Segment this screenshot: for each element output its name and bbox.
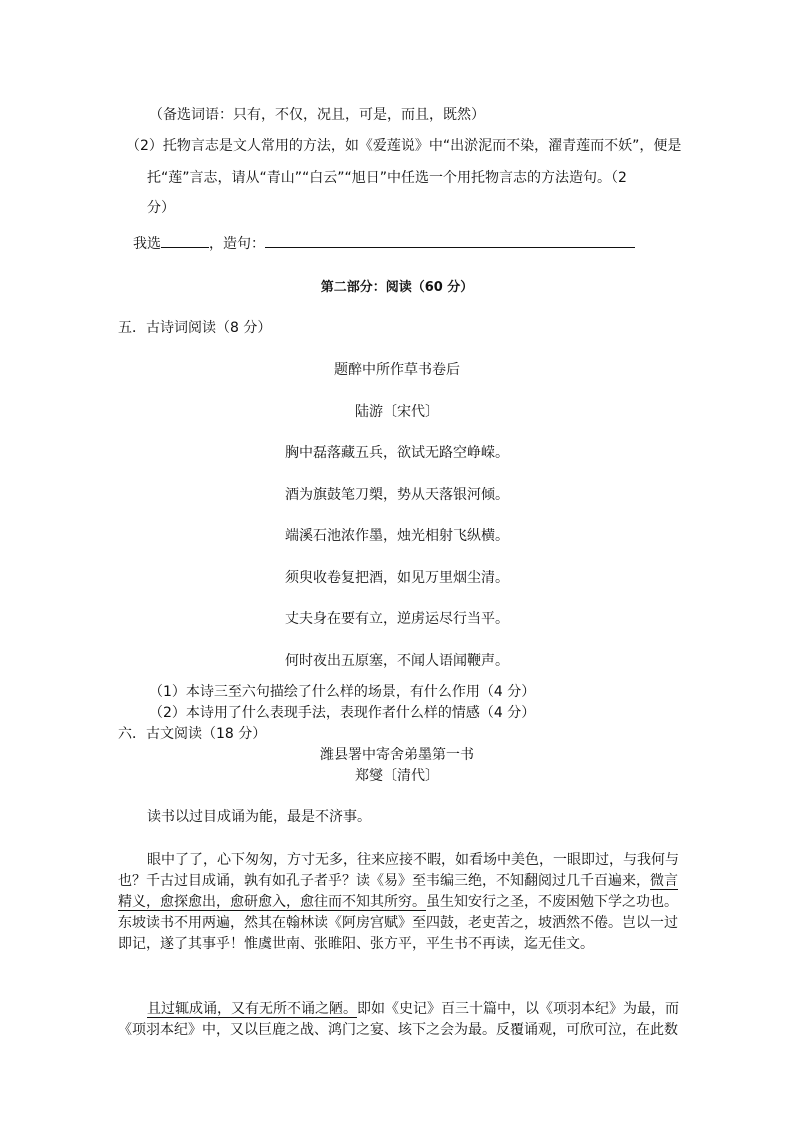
answer-line — [133, 233, 635, 253]
section-5-heading: 五．古诗词阅读（8 分） — [118, 320, 272, 336]
question-2-line-1: （2）托物言志是文人常用的方法，如《爱莲说》中“出淤泥而不染，濯青莲而不妖”，便是 — [126, 138, 682, 154]
make-sentence-label: ，造句： — [209, 236, 265, 252]
poem-line: 胸中磊落藏五兵，欲试无路空峥嵘。 — [285, 445, 509, 461]
paragraph-3-line-1 — [147, 998, 679, 1018]
poem-line: 酒为旗鼓笔刀槊，势从天落银河倾。 — [285, 487, 509, 503]
poem-line: 须臾收卷复把酒，如见万里烟尘清。 — [285, 570, 509, 586]
plain-text: 也？千古过目成诵，孰有如孔子者乎？读《易》至韦编三绝，不知翻阅过几千百遍来， — [118, 873, 650, 889]
paragraph-3-line-2: 《项羽本纪》中，又以巨鹿之战、鸿门之宴、垓下之会为最。反覆诵观，可欣可泣，在此数 — [118, 1022, 678, 1038]
poem-author: 陆游〔宋代〕 — [355, 404, 439, 420]
poem-title: 题醉中所作草书卷后 — [334, 362, 460, 378]
word-choice-hint: （备选词语：只有，不仅，况且，可是，而且，既然） — [149, 107, 485, 123]
text-author: 郑燮〔清代〕 — [355, 768, 439, 784]
text-title: 潍县署中寄舍弟墨第一书 — [320, 747, 474, 763]
underlined-text: 微言 — [650, 873, 678, 889]
paragraph-2-line-4: 东坡读书不用两遍，然其在翰林读《阿房宫赋》至四鼓，老吏苦之，坡洒然不倦。岂以一过 — [118, 915, 678, 931]
paragraph-2-line-1: 眼中了了，心下匆匆，方寸无多，往来应接不暇，如看场中美色，一眼即过，与我何与 — [147, 852, 679, 868]
part-2-title: 第二部分：阅读（60 分） — [320, 280, 474, 295]
choice-blank[interactable] — [161, 233, 209, 248]
poem-question-2: （2）本诗用了什么表现手法，表现作者什么样的情感（4 分） — [149, 705, 536, 721]
paragraph-1: 读书以过目成诵为能，最是不济事。 — [147, 809, 371, 825]
poem-line: 何时夜出五原塞，不闻人语闻鞭声。 — [285, 653, 509, 669]
plain-text: 即如《史记》百三十篇中，以《项羽本纪》为最，而 — [357, 1001, 679, 1017]
question-2-line-3: 分） — [147, 200, 175, 216]
underlined-text: 精义，愈探愈出，愈研愈入，愈往而不知其所穷。 — [118, 894, 426, 910]
question-2-line-2: 托“莲”言志，请从“青山”“白云”“旭日”中任选一个用托物言志的方法造句。（2 — [147, 170, 627, 186]
poem-line: 端溪石池浓作墨，烛光相射飞纵横。 — [285, 528, 509, 544]
choose-label: 我选 — [133, 236, 161, 252]
paragraph-2-line-3 — [118, 891, 678, 911]
underlined-text: 且过辄成诵，又有无所不诵之陋。 — [147, 1001, 357, 1017]
plain-text: 虽生知安行之圣，不废困勉下学之功也。 — [426, 894, 678, 910]
paragraph-2-line-2 — [118, 870, 678, 890]
section-6-heading: 六．古文阅读（18 分） — [118, 726, 267, 742]
poem-question-1: （1）本诗三至六句描绘了什么样的场景，有什么作用（4 分） — [149, 684, 536, 700]
sentence-blank[interactable] — [265, 233, 635, 248]
paragraph-2-line-5: 即记，遂了其事乎！惟虞世南、张睢阳、张方平，平生书不再读，迄无佳文。 — [118, 936, 594, 952]
poem-line: 丈夫身在要有立，逆虏运尽行当平。 — [285, 611, 509, 627]
